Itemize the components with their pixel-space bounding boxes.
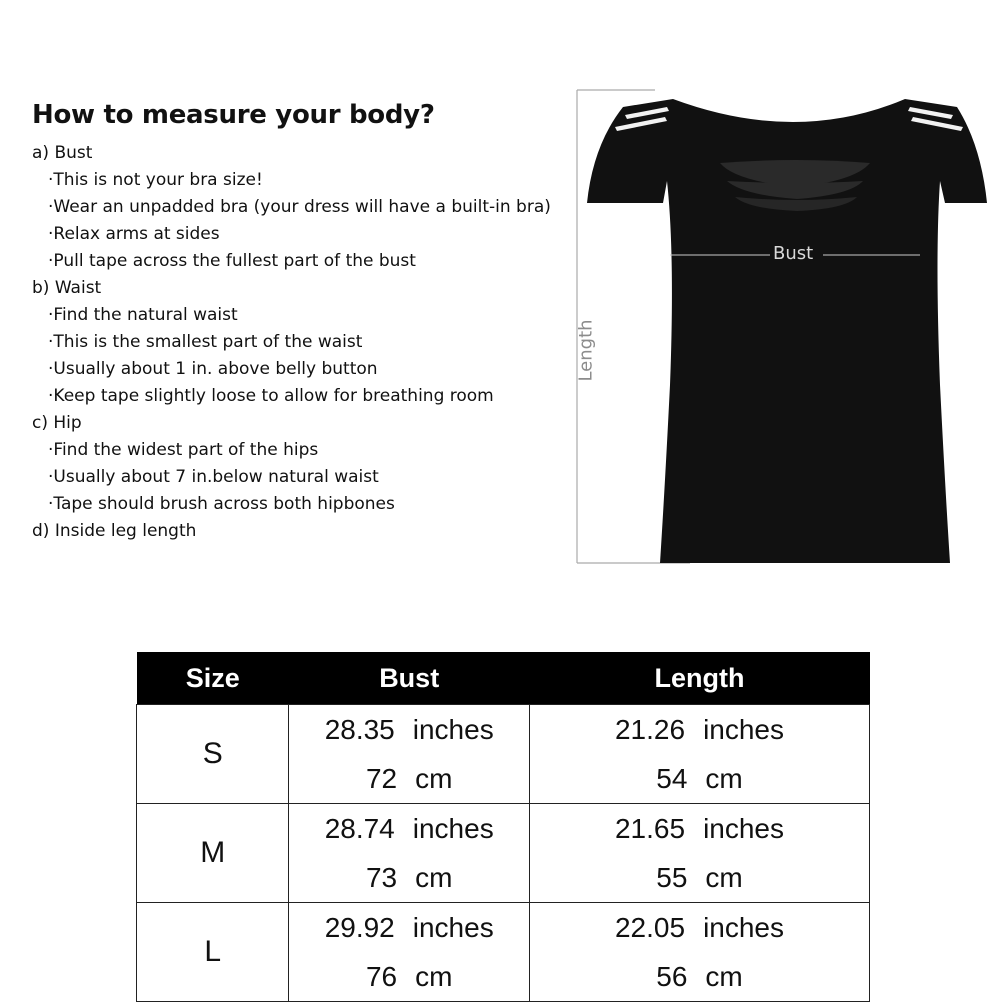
unit-inches: inches: [703, 714, 784, 745]
bust-inches-value: 29.92: [324, 912, 395, 943]
unit-cm: cm: [705, 763, 743, 794]
table-row: [137, 903, 870, 1002]
length-cell: [529, 705, 869, 804]
size-table: [136, 652, 870, 1002]
measure-guide: [32, 100, 592, 545]
unit-inches: inches: [412, 813, 494, 844]
header-bust: Bust: [289, 652, 530, 705]
table-row: [137, 705, 870, 804]
section-bust: [32, 140, 592, 275]
length-cm-value: 55: [656, 862, 688, 893]
bust-cell: [289, 705, 530, 804]
length-cell: [529, 804, 869, 903]
length-label: Length: [575, 319, 597, 382]
length-cm-value: 56: [656, 961, 688, 992]
section-label: d) Inside leg length: [32, 521, 197, 541]
section-label: b) Waist: [32, 278, 102, 298]
guide-point: · This is the smallest part of the waist: [48, 329, 592, 356]
section-label: c) Hip: [32, 413, 82, 433]
bust-cell: [289, 804, 530, 903]
size-cell: S: [137, 705, 289, 804]
unit-cm: cm: [415, 961, 453, 992]
length-inches-value: 21.26: [614, 714, 686, 745]
bust-cm-value: 73: [365, 862, 398, 893]
section-waist: [32, 275, 592, 410]
bust-label: Bust: [773, 243, 814, 264]
table-header-row: [137, 652, 870, 705]
section-hip: [32, 410, 592, 518]
length-cm-value: 54: [656, 763, 688, 794]
tshirt-image: [565, 85, 995, 575]
bust-inches-value: 28.35: [324, 714, 395, 745]
guide-point: · Tape should brush across both hipbones: [48, 491, 592, 518]
length-inches-value: 21.65: [614, 813, 686, 844]
guide-point: · Wear an unpadded bra (your dress will have a built-in bra): [48, 194, 592, 221]
guide-point: · This is not your bra size!: [48, 167, 592, 194]
guide-point: · Find the widest part of the hips: [48, 437, 592, 464]
length-inches-value: 22.05: [614, 912, 686, 943]
header-length: Length: [529, 652, 869, 705]
unit-inches: inches: [703, 813, 784, 844]
guide-point: · Usually about 7 in.below natural waist: [48, 464, 592, 491]
unit-inches: inches: [412, 714, 494, 745]
guide-point: · Usually about 1 in. above belly button: [48, 356, 592, 383]
table-row: [137, 804, 870, 903]
unit-inches: inches: [703, 912, 784, 943]
bust-inches-value: 28.74: [324, 813, 395, 844]
bust-cm-value: 72: [365, 763, 398, 794]
guide-title: How to measure your body?: [32, 100, 435, 130]
garment-illustration: [565, 85, 995, 575]
unit-cm: cm: [415, 862, 453, 893]
guide-point: · Keep tape slightly loose to allow for breathing room: [48, 383, 592, 410]
bust-cell: [289, 903, 530, 1002]
size-cell: L: [137, 903, 289, 1002]
size-cell: M: [137, 804, 289, 903]
length-cell: [529, 903, 869, 1002]
unit-cm: cm: [415, 763, 453, 794]
section-label: a) Bust: [32, 143, 93, 163]
header-size: Size: [137, 652, 289, 705]
unit-cm: cm: [705, 961, 743, 992]
guide-point: · Pull tape across the fullest part of the bust: [48, 248, 592, 275]
guide-point: · Find the natural waist: [48, 302, 592, 329]
section-inside-leg: [32, 518, 592, 545]
unit-cm: cm: [705, 862, 743, 893]
guide-point: · Relax arms at sides: [48, 221, 592, 248]
bust-cm-value: 76: [365, 961, 398, 992]
unit-inches: inches: [412, 912, 494, 943]
